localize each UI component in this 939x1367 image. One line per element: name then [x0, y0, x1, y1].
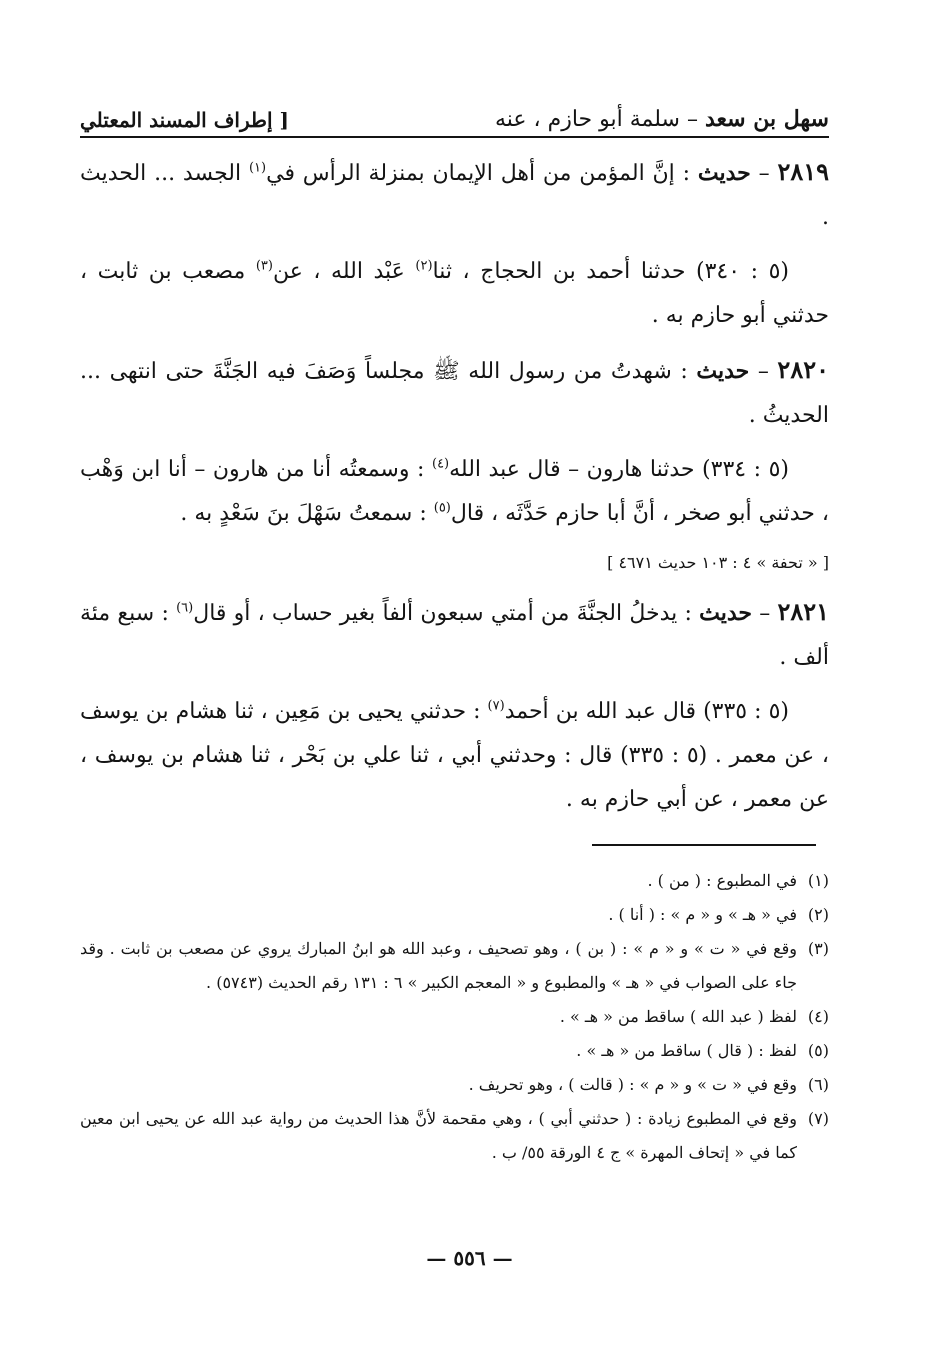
footnote-ref: (٧)	[487, 698, 505, 714]
hadith-keyword: حديث	[697, 160, 751, 186]
footnote-ref: (١)	[248, 160, 267, 176]
footnote-number: (٦)	[807, 1075, 829, 1094]
footnotes	[80, 864, 829, 1170]
footnote-text: وقع في المطبوع زيادة : ( حدثني أبي ) ، وهي مقحمة لأنَّ هذا الحديث من رواية عبد الله عن يحيى ابن معين كما في « إتحاف المهرة » ج ٤ الورقة ٥٥/ ب .	[80, 1109, 797, 1162]
footnote-number: (١)	[807, 871, 829, 890]
footnote-number: (٧)	[807, 1109, 829, 1128]
header-book-title: [ إطراف المسند المعتلي	[80, 108, 289, 132]
footnote-ref: (٥)	[433, 500, 451, 516]
footnote-2	[80, 898, 829, 932]
isnad-text: (٥ : ٣٣٤) حدثنا هارون – قال عبد الله	[449, 457, 790, 482]
isnad-text: (٥ : ٣٤٠) حدثنا أحمد بن الحجاج ، ثنا	[432, 259, 789, 284]
isnad-text: مصعب بن ثابت ، حدثني أبو حازم به .	[80, 259, 829, 328]
hadith-text: الجسد ... الحديث .	[80, 161, 829, 230]
footnote-ref: (٤)	[431, 456, 450, 472]
footnote-6	[80, 1068, 829, 1102]
footnote-3	[80, 932, 829, 1000]
footnote-divider	[592, 844, 816, 846]
hadith-text: : سبع مئة ألف .	[80, 601, 829, 670]
footnote-ref: (٢)	[415, 258, 433, 274]
footnote-number: (٢)	[807, 905, 829, 924]
footnote-text: وقع في « ت » و « م » : ( قالت ) ، وهو تحريف .	[468, 1075, 797, 1094]
footnote-number: (٤)	[807, 1007, 829, 1026]
hadith-dash: –	[759, 601, 771, 626]
footnote-text: في المطبوع : ( من ) .	[647, 871, 797, 890]
hadith-dash: –	[758, 161, 770, 186]
main-text	[80, 150, 829, 832]
hadith-number: ٢٨٢٠	[777, 355, 829, 384]
isnad-text: عَبْد الله ، عن	[272, 259, 405, 284]
footnote-number: (٣)	[807, 939, 829, 958]
footnote-text: في « هـ » و « م » : ( أنا ) .	[608, 905, 797, 924]
running-header	[80, 92, 829, 138]
isnad-text: : سمعتُ سَهْلَ بنَ سَعْدٍ به .	[180, 501, 427, 526]
isnad-text: : وسمعتُه أنا من هارون – أنا ابن وَهْب ، حدثني أبو صخر ، أنَّ أبا حازم حَدَّثَه ، قال	[80, 457, 829, 526]
footnote-4	[80, 1000, 829, 1034]
footnote-ref: (٣)	[255, 258, 273, 274]
hadith-entry-2819	[80, 150, 829, 240]
hadith-number: ٢٨١٩	[777, 157, 830, 186]
page-number: — ٥٥٦ —	[426, 1246, 513, 1270]
hadith-number: ٢٨٢١	[777, 597, 830, 626]
hadith-text: : يدخلُ الجنَّةَ من أمتي سبعون ألفاً بغير حساب ، أو قال	[193, 601, 692, 626]
header-chapter-title	[495, 106, 829, 132]
footnote-1	[80, 864, 829, 898]
isnad-chain-2820	[80, 448, 829, 536]
hadith-text: : شهدتُ من رسول الله ﷺ مجلساً وَصَفَ فيه الجَنَّةَ حتى انتهى ... الحديثُ .	[80, 359, 829, 428]
isnad-chain-2821	[80, 690, 829, 822]
header-narrator-name: سهل بن سعد	[704, 106, 829, 132]
hadith-keyword: حديث	[696, 358, 750, 384]
footnote-text: لفظ ( عبد الله ) ساقط من « هـ » .	[559, 1007, 797, 1026]
tuhfa-reference: [ « تحفة » ٤ : ١٠٣ حديث ٤٦٧١ ]	[607, 553, 829, 572]
footnote-5	[80, 1034, 829, 1068]
footnote-text: وقع في « ت » و « م » : ( بن ) ، وهو تصحيف ، وعبد الله هو ابنُ المبارك يروي عن مصعب بن ثابت . وقد جاء على الصواب في « هـ » والمطبوع و « المعجم الكبير » ٦ : ١٣١ رقم الحديث (٥٧٤٣) .	[80, 939, 797, 992]
hadith-entry-2821	[80, 590, 829, 680]
hadith-text: : إنَّ المؤمن من أهل الإيمان بمنزلة الرأس في	[266, 161, 691, 186]
hadith-dash: –	[757, 359, 769, 384]
isnad-text: : حدثني يحيى بن مَعِين ، ثنا هشام بن يوسف ، عن معمر . (٥ : ٣٣٥) قال : وحدثني أبي ، ثنا علي بن بَحْر ، ثنا هشام بن يوسف ، عن معمر ، عن أبي حازم به .	[80, 699, 830, 812]
footnote-number: (٥)	[807, 1041, 829, 1060]
footnote-ref: (٦)	[176, 600, 194, 616]
footnote-7	[80, 1102, 829, 1170]
hadith-keyword: حديث	[699, 600, 753, 626]
header-narrator-rest: – سلمة أبو حازم ، عنه	[494, 107, 698, 132]
isnad-text: (٥ : ٣٣٥) قال عبد الله بن أحمد	[504, 699, 789, 724]
hadith-entry-2820	[80, 348, 829, 438]
footnote-text: لفظ : ( قال ) ساقط من « هـ » .	[576, 1041, 797, 1060]
isnad-chain-2819	[80, 250, 829, 338]
